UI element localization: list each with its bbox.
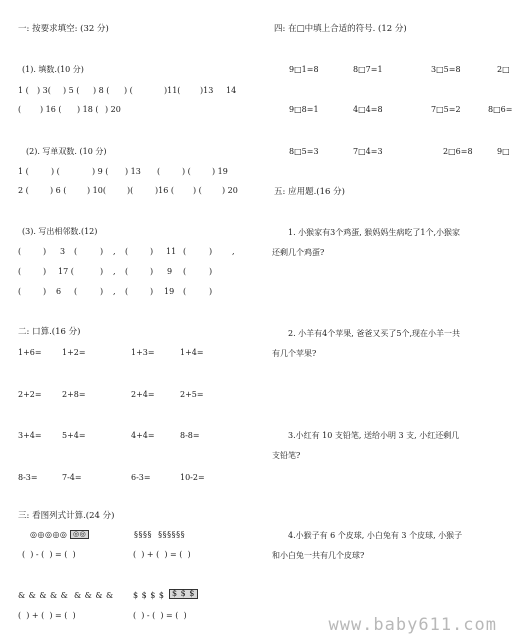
section-sign-group: §§§§ §§§§§§ <box>134 530 186 539</box>
section3-title: 三: 看图列式计算.(24 分) <box>18 511 115 521</box>
section2-title: 二: 口算.(16 分) <box>18 327 81 337</box>
section5-title: 五: 应用题.(16 分) <box>274 187 345 197</box>
ampersand-group: & & & & & <box>18 591 69 600</box>
dollar-group: $ $ $ $ <box>133 591 165 600</box>
watermark: www.baby611.com <box>328 615 497 635</box>
circle-group: ◎◎◎◎◎ <box>30 530 68 539</box>
part2-title: (2). 写单双数. (10 分) <box>26 147 107 156</box>
section4-title: 四: 在□中填上合适的符号. (12 分) <box>274 24 407 34</box>
ampersand-group: & & & & <box>74 591 114 600</box>
part1-title: (1). 填数.(10 分) <box>22 65 84 74</box>
part3-title: (3). 写出相邻数.(12) <box>22 227 98 236</box>
dollar-group-boxed: $ $ $ <box>169 589 198 599</box>
circle-group-boxed: ◎◎ <box>70 530 89 539</box>
section1-title: 一: 按要求填空: (32 分) <box>18 24 109 34</box>
